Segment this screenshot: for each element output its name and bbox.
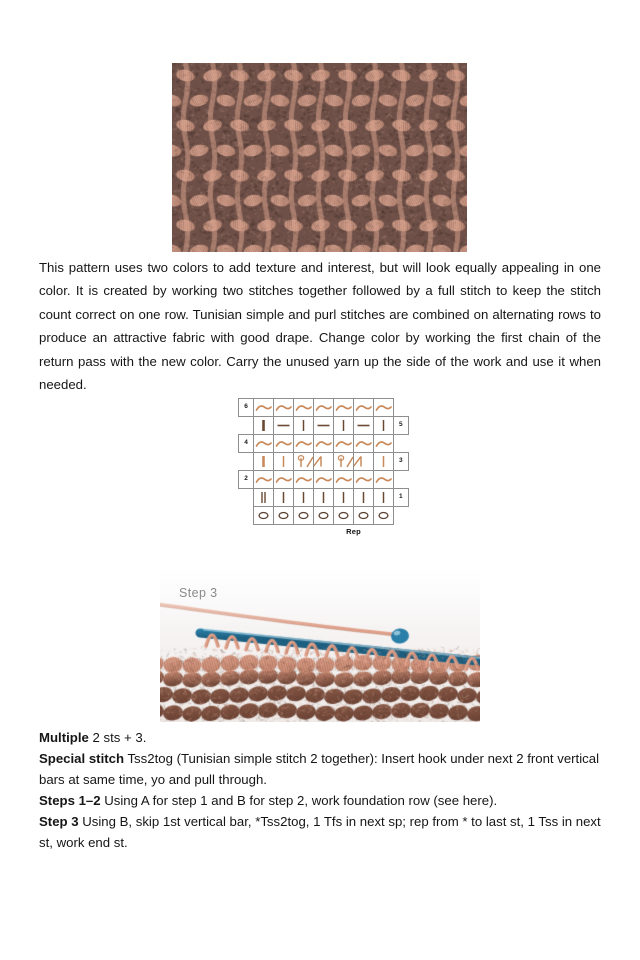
chart-row bbox=[239, 489, 409, 507]
chart-cell-return bbox=[254, 471, 274, 489]
swatch-photo bbox=[172, 63, 467, 252]
instruction-term: Special stitch bbox=[39, 751, 125, 766]
chart-cell-tss-tan bbox=[274, 453, 294, 471]
instruction-text: 2 sts + 3. bbox=[88, 730, 147, 745]
chart-row-number: 3 bbox=[394, 453, 409, 471]
chart-cell-return bbox=[294, 399, 314, 417]
intro-paragraph: This pattern uses two colors to add texture and interest, but will look equally appealing in one color. It is created by working two stitches together followed by a full stitch to keep the stitch count correct on one row. Tunisian simple and purl stitches are combined on alternating rows to produce an attractive fabric with good drape. Change color by working the first chain of the return pass with the new color. Carry the unused yarn up the side of the work and use it when needed. bbox=[39, 260, 601, 393]
chart-cell-tss bbox=[294, 417, 314, 435]
instruction-line bbox=[39, 727, 602, 748]
chart-cell-return bbox=[354, 435, 374, 453]
step-photo-label: Step 3 bbox=[179, 586, 218, 600]
chart-cell-tss bbox=[334, 417, 354, 435]
chart-row bbox=[239, 435, 409, 453]
chart-spacer bbox=[394, 435, 409, 453]
chart-cell-chain bbox=[294, 507, 314, 525]
chart-rep-row bbox=[239, 525, 409, 539]
chart-cell-tss-double bbox=[254, 489, 274, 507]
chart-cell-tss2tog-right bbox=[354, 453, 374, 471]
chart-cell-return bbox=[254, 399, 274, 417]
chart-row bbox=[239, 507, 409, 525]
chart-row-number: 5 bbox=[394, 417, 409, 435]
instruction-term: Step 3 bbox=[39, 814, 79, 829]
chart-cell-tss2tog-left bbox=[334, 453, 354, 471]
instruction-line bbox=[39, 748, 602, 790]
chart-cell-return bbox=[294, 471, 314, 489]
chart-cell-tss2tog-right bbox=[314, 453, 334, 471]
chart-row bbox=[239, 471, 409, 489]
chart-row bbox=[239, 399, 409, 417]
chart-row bbox=[239, 453, 409, 471]
chart-cell-return bbox=[274, 435, 294, 453]
instruction-text: Using B, skip 1st vertical bar, *Tss2tog, 1 Tfs in next sp; rep from * to last st, 1 Tss in next st, work end st. bbox=[39, 814, 601, 850]
chart-cell-tss-bold bbox=[254, 417, 274, 435]
chart-cell-tss bbox=[274, 489, 294, 507]
chart-cell-chain bbox=[354, 507, 374, 525]
chart-row-number: 1 bbox=[394, 489, 409, 507]
chart-spacer bbox=[394, 471, 409, 489]
chart-cell-purl bbox=[274, 417, 294, 435]
chart-spacer bbox=[374, 525, 409, 539]
chart-cell-return bbox=[274, 399, 294, 417]
chart-spacer bbox=[239, 489, 254, 507]
instruction-line bbox=[39, 811, 602, 853]
chart-cell-purl bbox=[314, 417, 334, 435]
chart-cell-tss bbox=[294, 489, 314, 507]
chart-cell-chain bbox=[314, 507, 334, 525]
instructions-block bbox=[39, 727, 602, 853]
chart-cell-return bbox=[374, 399, 394, 417]
chart-cell-chain bbox=[274, 507, 294, 525]
chart-cell-tss bbox=[334, 489, 354, 507]
chart-cell-return bbox=[374, 435, 394, 453]
chart-cell-return bbox=[254, 435, 274, 453]
chart-spacer bbox=[239, 525, 334, 539]
chart-spacer bbox=[394, 399, 409, 417]
chart-cell-return bbox=[294, 435, 314, 453]
chart-cell-tss-bold-tan bbox=[254, 453, 274, 471]
instruction-term: Steps 1–2 bbox=[39, 793, 101, 808]
instruction-text: Using A for step 1 and B for step 2, work foundation row (see here). bbox=[100, 793, 498, 808]
step-photo bbox=[160, 570, 480, 722]
chart-cell-tss-tan bbox=[374, 453, 394, 471]
chart-cell-return bbox=[314, 399, 334, 417]
chart-cell-return bbox=[354, 399, 374, 417]
chart-cell-return bbox=[314, 435, 334, 453]
chart-row-number: 6 bbox=[239, 399, 254, 417]
chart-cell-tss bbox=[374, 489, 394, 507]
chart-cell-tss bbox=[314, 489, 334, 507]
stitch-chart-grid bbox=[238, 398, 409, 538]
chart-cell-tss bbox=[374, 417, 394, 435]
chart-cell-purl bbox=[354, 417, 374, 435]
chart-cell-chain bbox=[254, 507, 274, 525]
chart-cell-chain bbox=[334, 507, 354, 525]
chart-spacer bbox=[239, 417, 254, 435]
chart-cell-return bbox=[334, 471, 354, 489]
chart-cell-return bbox=[334, 399, 354, 417]
swatch-photo-canvas bbox=[172, 63, 467, 252]
instruction-line bbox=[39, 790, 602, 811]
chart-row bbox=[239, 417, 409, 435]
instruction-text: Tss2tog (Tunisian simple stitch 2 together): Insert hook under next 2 front vertical bars at same time, yo and pull through. bbox=[39, 751, 600, 787]
chart-cell-tss2tog-left bbox=[294, 453, 314, 471]
chart-cell-return bbox=[354, 471, 374, 489]
chart-cell-tss bbox=[354, 489, 374, 507]
chart-cell-return bbox=[314, 471, 334, 489]
chart-row-number: 2 bbox=[239, 471, 254, 489]
chart-cell-chain bbox=[374, 507, 394, 525]
chart-spacer bbox=[239, 507, 254, 525]
chart-rep-label: Rep bbox=[346, 526, 361, 536]
chart-spacer bbox=[239, 453, 254, 471]
stitch-chart bbox=[238, 398, 404, 538]
chart-cell-return bbox=[334, 435, 354, 453]
chart-spacer bbox=[394, 507, 409, 525]
instruction-term: Multiple bbox=[39, 730, 89, 745]
chart-row-number: 4 bbox=[239, 435, 254, 453]
chart-cell-return bbox=[274, 471, 294, 489]
chart-cell-return bbox=[374, 471, 394, 489]
